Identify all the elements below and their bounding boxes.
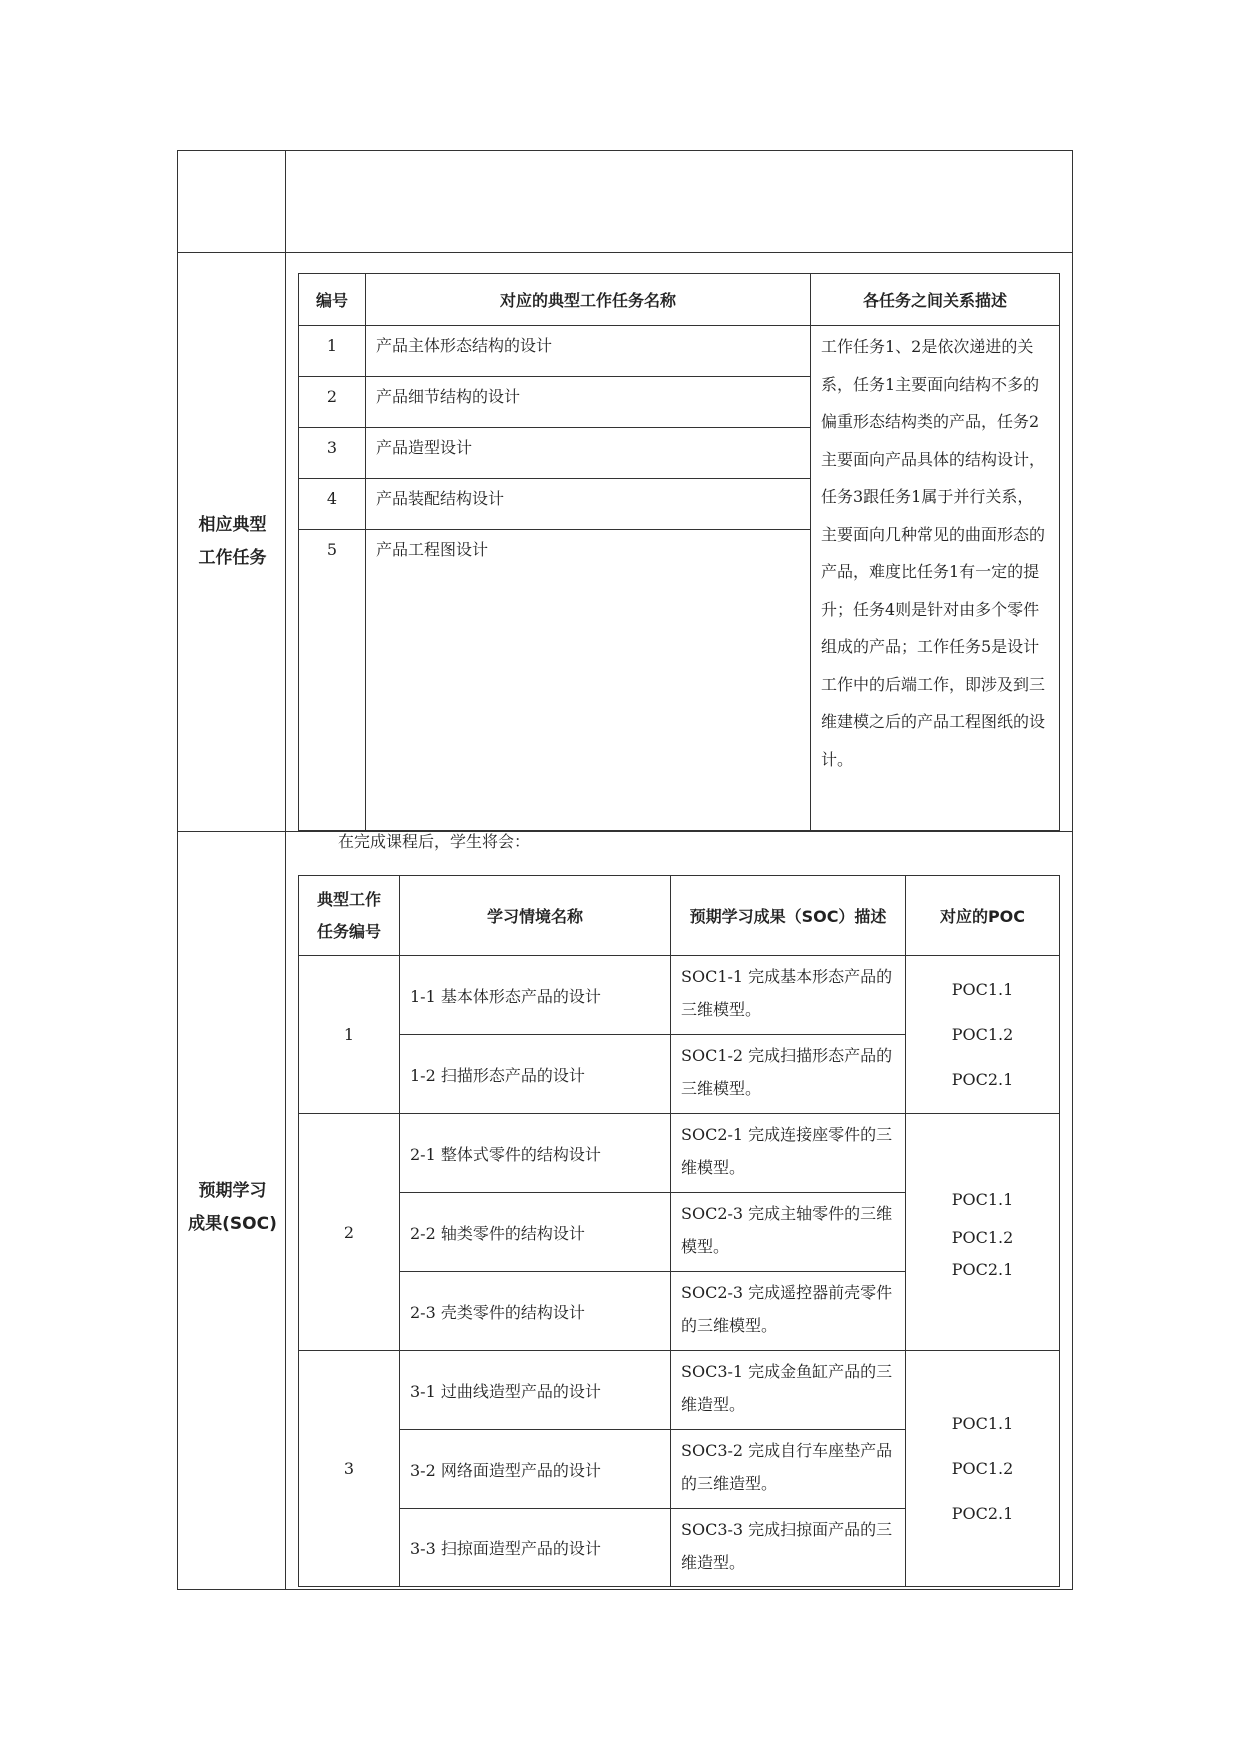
poc-cell <box>906 956 1060 1114</box>
soc-intro-text: 在完成课程后，学生将会： <box>338 832 531 851</box>
learning-outcome: SOC3-2 完成自行车座垫产品的三维造型。 <box>671 1430 906 1509</box>
learning-situation: 2-1 整体式零件的结构设计 <box>400 1114 671 1193</box>
soc-row-label-line1: 预期学习 <box>198 1181 267 1201</box>
task-name: 产品装配结构设计 <box>366 479 811 530</box>
poc-cell <box>906 1114 1060 1351</box>
task-num: 1 <box>299 326 366 377</box>
tasks-header-num: 编号 <box>299 274 366 326</box>
tasks-table <box>298 273 1060 831</box>
task-num: 4 <box>299 479 366 530</box>
soc-header-situation: 学习情境名称 <box>400 876 671 956</box>
soc-row-label-line2: 成果(SOC) <box>188 1214 277 1234</box>
table-row <box>299 956 1060 1035</box>
soc-task-number: 1 <box>299 956 400 1114</box>
task-name: 产品工程图设计 <box>366 530 811 831</box>
poc-item: POC1.2 <box>951 1459 1014 1478</box>
tasks-header-name: 对应的典型工作任务名称 <box>366 274 811 326</box>
poc-item: POC1.2 <box>951 1228 1014 1247</box>
table-row <box>299 1351 1060 1430</box>
table-row <box>299 326 1060 377</box>
task-name: 产品造型设计 <box>366 428 811 479</box>
table-row <box>299 1114 1060 1193</box>
learning-outcome: SOC3-1 完成金鱼缸产品的三维造型。 <box>671 1351 906 1430</box>
learning-situation: 1-2 扫描形态产品的设计 <box>400 1035 671 1114</box>
tasks-relation-description: 工作任务1、2是依次递进的关系，任务1主要面向结构不多的偏重形态结构类的产品，任务2主要面向产品具体的结构设计，任务3跟任务1属于并行关系，主要面向几种常见的曲面形态的产品，难度比任务1有一定的提升；任务4则是针对由多个零件组成的产品；工作任务5是设计工作中的后端工作，即涉及到三维建模之后的产品工程图纸的设计。 <box>811 326 1060 831</box>
task-name: 产品细节结构的设计 <box>366 377 811 428</box>
task-num: 3 <box>299 428 366 479</box>
learning-outcome: SOC1-1 完成基本形态产品的三维模型。 <box>671 956 906 1035</box>
learning-outcome: SOC3-3 完成扫掠面产品的三维造型。 <box>671 1509 906 1587</box>
soc-task-number: 3 <box>299 1351 400 1587</box>
poc-item: POC2.1 <box>951 1070 1014 1089</box>
soc-task-number: 2 <box>299 1114 400 1351</box>
tasks-row-label <box>178 509 287 575</box>
poc-cell <box>906 1351 1060 1587</box>
poc-item: POC1.1 <box>951 1190 1014 1209</box>
row-divider-1 <box>178 252 1072 253</box>
soc-row-label <box>178 1175 287 1241</box>
poc-item: POC1.1 <box>951 1414 1014 1433</box>
tasks-row-label-line1: 相应典型 <box>198 515 267 535</box>
soc-header-task-text: 典型工作任务编号 <box>316 889 381 941</box>
learning-outcome: SOC2-3 完成主轴零件的三维模型。 <box>671 1193 906 1272</box>
learning-situation: 3-1 过曲线造型产品的设计 <box>400 1351 671 1430</box>
learning-situation: 3-3 扫掠面造型产品的设计 <box>400 1509 671 1587</box>
outer-table <box>177 150 1073 1590</box>
tasks-row-label-line2: 工作任务 <box>198 548 267 568</box>
soc-header-poc: 对应的POC <box>906 876 1060 956</box>
poc-item: POC2.1 <box>951 1504 1014 1523</box>
learning-situation: 2-2 轴类零件的结构设计 <box>400 1193 671 1272</box>
soc-header-task <box>299 876 400 956</box>
learning-situation: 1-1 基本体形态产品的设计 <box>400 956 671 1035</box>
learning-situation: 3-2 网络面造型产品的设计 <box>400 1430 671 1509</box>
task-name: 产品主体形态结构的设计 <box>366 326 811 377</box>
tasks-header-desc: 各任务之间关系描述 <box>811 274 1060 326</box>
learning-outcome: SOC1-2 完成扫描形态产品的三维模型。 <box>671 1035 906 1114</box>
task-num: 5 <box>299 530 366 831</box>
label-column-divider <box>285 151 286 1589</box>
row-divider-2 <box>178 831 1072 832</box>
soc-table <box>298 875 1060 1587</box>
learning-situation: 2-3 壳类零件的结构设计 <box>400 1272 671 1351</box>
poc-item: POC1.2 <box>951 1025 1014 1044</box>
poc-item: POC2.1 <box>951 1260 1014 1279</box>
learning-outcome: SOC2-3 完成遥控器前壳零件的三维模型。 <box>671 1272 906 1351</box>
soc-header-outcome: 预期学习成果（SOC）描述 <box>671 876 906 956</box>
poc-item: POC1.1 <box>951 980 1014 999</box>
task-num: 2 <box>299 377 366 428</box>
learning-outcome: SOC2-1 完成连接座零件的三维模型。 <box>671 1114 906 1193</box>
